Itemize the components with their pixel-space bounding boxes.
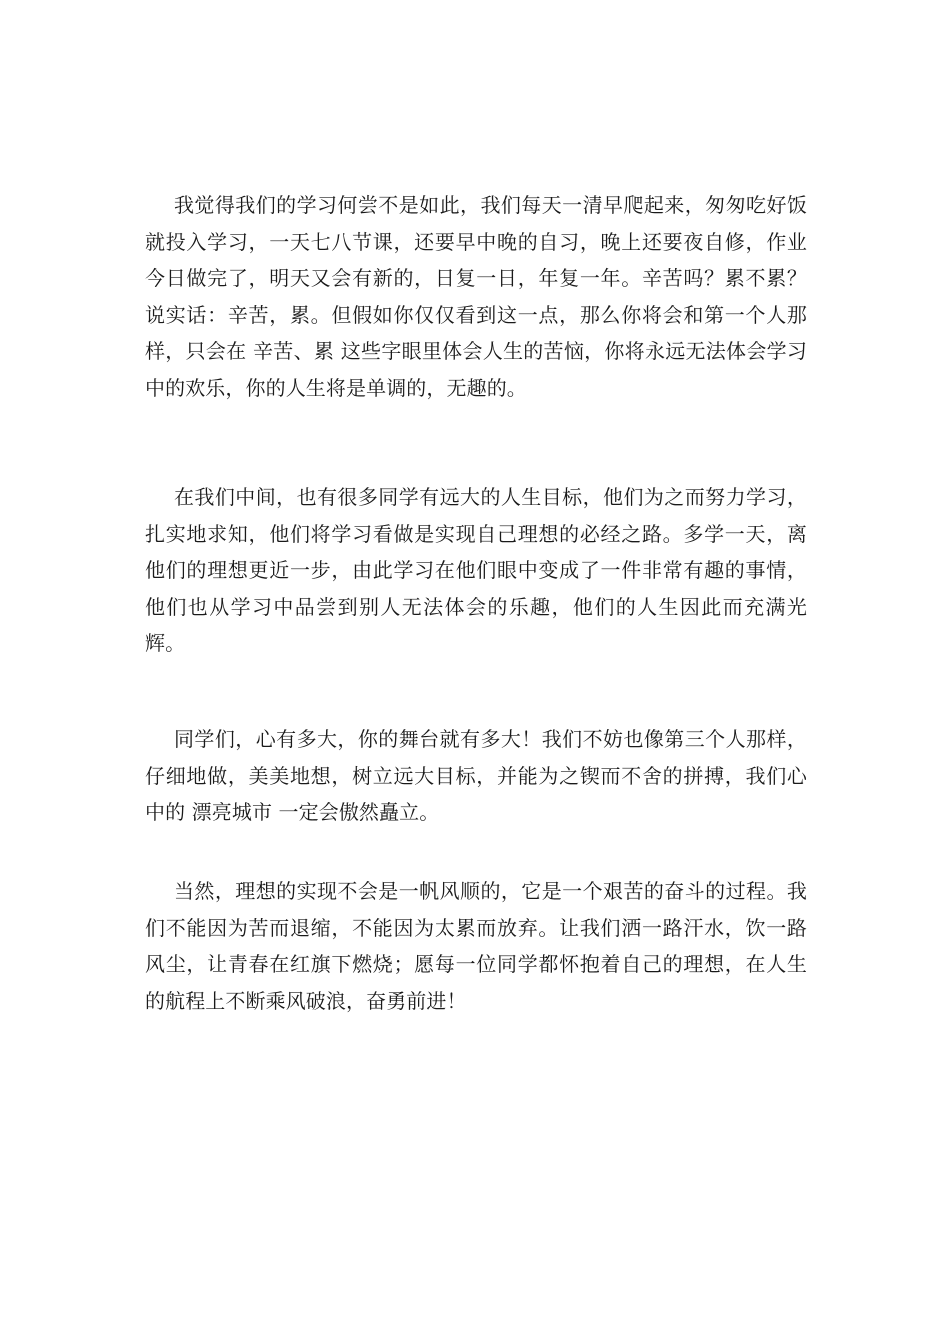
paragraph-big-heart: 同学们，心有多大，你的舞台就有多大！我们不妨也像第三个人那样，仔细地做，美美地想，树立远大目标，并能为之锲而不舍的拼搏，我们心中的 漂亮城市 一定会傲然矗立。 [145, 727, 807, 824]
paragraph-life-goals: 在我们中间，也有很多同学有远大的人生目标，他们为之而努力学习，扎实地求知，他们将学习看做是实现自己理想的必经之路。多学一天，离他们的理想更近一步，由此学习在他们眼中变成了一件非常有趣的事情，他们也从学习中品尝到别人无法体会的乐趣，他们的人生因此而充满光辉。 [145, 485, 807, 655]
paragraph-conclusion: 当然，理想的实现不会是一帆风顺的，它是一个艰苦的奋斗的过程。我们不能因为苦而退缩，不能因为太累而放弃。让我们洒一路汗水，饮一路风尘，让青春在红旗下燃烧；愿每一位同学都怀抱着自己的理想，在人生的航程上不断乘风破浪，奋勇前进！ [145, 879, 807, 1013]
paragraph-study-routine: 我觉得我们的学习何尝不是如此，我们每天一清早爬起来，匆匆吃好饭就投入学习，一天七八节课，还要早中晚的自习，晚上还要夜自修，作业今日做完了，明天又会有新的，日复一日，年复一年。辛苦吗？累不累？说实话：辛苦，累。但假如你仅仅看到这一点，那么你将会和第一个人那样，只会在 辛苦、累 这些字眼里体会人生的苦恼，你将永远无法体会学习中的欢乐，你的人生将是单调的，无趣的。 [145, 193, 807, 400]
